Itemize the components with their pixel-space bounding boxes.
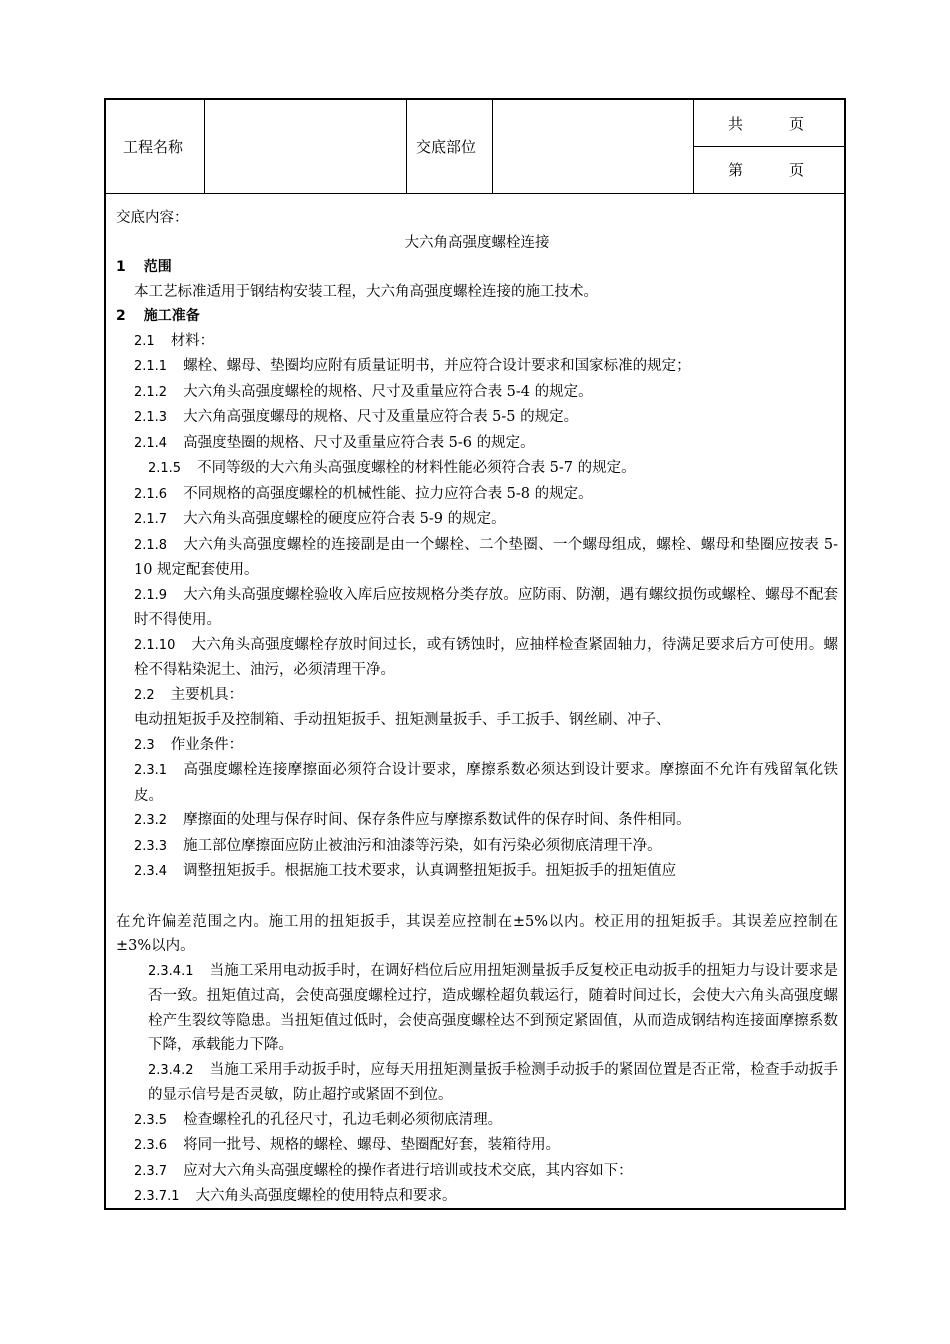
divider: [204, 100, 205, 193]
clause-text: 检查螺栓孔的孔径尺寸，孔边毛刺必须彻底清理。: [183, 1111, 503, 1128]
clause-number: 2.3.5: [134, 1112, 168, 1128]
clause: [116, 507, 838, 533]
clause-text: 作业条件：: [170, 736, 244, 753]
clause-number: 2.3.6: [134, 1138, 168, 1153]
total-label-b: 页: [789, 115, 805, 133]
disclosure-form: [104, 98, 846, 1210]
clause-text: 大六角头高强度螺栓验收入库后应按规格分类存放。应防雨、防潮，遇有螺纹损伤或螺栓、螺母不配套时不得使用。: [134, 586, 838, 628]
section-heading: [116, 255, 838, 280]
page-label-a: 第: [728, 161, 744, 179]
clause-number: 2.3.3: [134, 838, 168, 854]
clause-text: 大六角高强度螺母的规格、尺寸及重量应符合表 5-5 的规定。: [183, 409, 579, 425]
clause-text: 螺栓、螺母、垫圈均应附有质量证明书，并应符合设计要求和国家标准的规定；: [183, 358, 691, 374]
clause-number: 2.3.4.2: [148, 1062, 194, 1078]
clause-text: 将同一批号、规格的螺栓、螺母、垫圈配好套，装箱待用。: [183, 1137, 561, 1153]
clause: [116, 1159, 838, 1185]
divider: [693, 146, 844, 147]
blank-line: [116, 885, 838, 910]
clause-number: 2.1.7: [134, 512, 168, 527]
clause-text: 不同规格的高强度螺栓的机械性能、拉力应符合表 5-8 的规定。: [183, 485, 593, 502]
clause-text: 大六角头高强度螺栓的连接副是由一个螺栓、二个垫圈、一个螺母组成，螺栓、螺母和垫圈应按表 5-10 规定配套使用。: [134, 536, 838, 578]
clause-text: 施工部位摩擦面应防止被油污和油漆等污染，如有污染必须彻底清理干净。: [183, 837, 662, 854]
clause-text: 高强度垫圈的规格、尺寸及重量应符合表 5-6 的规定。: [183, 434, 535, 451]
section-heading: [116, 304, 838, 329]
content-label: 交底内容：: [116, 210, 189, 226]
total-label-a: 共: [728, 115, 744, 133]
clause-text: 大六角头高强度螺栓存放时间过长，或有锈蚀时，应抽样检查紧固轴力，待满足要求后方可使用。螺栓不得粘染泥土、油污，必须清理干净。: [134, 636, 838, 678]
clause: [116, 431, 838, 457]
clause: [116, 456, 838, 482]
section-title: 施工准备: [143, 308, 200, 324]
section-title: 范围: [143, 259, 172, 275]
clause-number: 2.1.10: [134, 637, 176, 653]
clause-text: 在允许偏差范围之内。施工用的扭矩扳手，其误差应控制在±5%以内。校正用的扭矩扳手。其误差应控制在±3%以内。: [116, 913, 838, 954]
section-number: 2: [116, 308, 126, 324]
clause-number: 2.1.4: [134, 435, 168, 451]
document-title: 大六角高强度螺栓连接: [404, 234, 550, 251]
clause-number: 2.3.2: [134, 813, 168, 828]
clause: [116, 910, 838, 959]
clause-text: 主要机具：: [170, 686, 244, 703]
clause-text: 本工艺标准适用于钢结构安装工程，大六角高强度螺栓连接的施工技术。: [134, 283, 598, 300]
clause: [116, 1108, 838, 1134]
clause: [116, 959, 838, 1058]
clause: [116, 533, 838, 583]
clause-number: 2.1.2: [134, 384, 168, 400]
clause-number: 2.3: [134, 737, 155, 753]
clause-number: 2.3.4.1: [148, 963, 194, 979]
clause-text: 大六角头高强度螺栓的硬度应符合表 5-9 的规定。: [183, 511, 506, 527]
project-name-label: 工程名称: [123, 138, 184, 156]
page-label-b: 页: [789, 161, 805, 179]
clause-number: 2.3.4: [134, 864, 168, 879]
clause: [116, 808, 838, 834]
clause-text: 当施工采用电动扳手时，在调好档位后应用扭矩测量扳手反复校正电动扳手的扭矩力与设计要求是否一致。扭矩值过高，会使高强度螺栓过拧，造成螺栓超负载运行，随着时间过长，会使大六角头高强度螺栓产生裂纹等隐患。当扭矩值过低时，会使高强度螺栓达不到预定紧固值，从而造成钢结构连接面摩擦系数下降，承载能力下降。: [148, 962, 838, 1053]
clause: [116, 633, 838, 683]
content-body: [116, 206, 838, 1210]
total-pages: [728, 114, 804, 134]
location-label: 交底部位: [416, 138, 477, 156]
clause: [116, 354, 838, 380]
clause: [116, 482, 838, 508]
clause-number: 2.1.9: [134, 587, 168, 603]
clause: [116, 280, 838, 305]
clause: [116, 834, 838, 860]
clause-text: 应对大六角头高强度螺栓的操作者进行培训或技术交底，其内容如下：: [183, 1162, 633, 1179]
clause-number: 2.1.8: [134, 537, 168, 553]
clause: [116, 329, 838, 355]
section-number: 1: [116, 259, 126, 275]
clause-number: 2.3.7.1: [134, 1189, 180, 1204]
clause: [116, 380, 838, 406]
clause: [116, 733, 838, 759]
clause-text: 高强度螺栓连接摩擦面必须符合设计要求，摩擦系数必须达到设计要求。摩擦面不允许有残留氧化铁皮。: [134, 762, 838, 804]
clause: [116, 405, 838, 431]
clause-text: 不同等级的大六角头高强度螺栓的材料性能必须符合表 5-7 的规定。: [197, 460, 636, 476]
clause-text: 摩擦面的处理与保存时间、保存条件应与摩擦系数试件的保存时间、条件相同。: [183, 812, 691, 828]
clause: [116, 708, 838, 733]
clause-number: 2.1: [134, 333, 155, 349]
divider: [406, 100, 407, 193]
clause-number: 2.1.5: [148, 461, 182, 476]
clause: [116, 859, 838, 885]
clause-text: 电动扭矩扳手及控制箱、手动扭矩扳手、扭矩测量扳手、手工扳手、钢丝刷、冲子、: [134, 712, 671, 728]
clause-text: 材料：: [170, 332, 215, 349]
clause-text: 大六角头高强度螺栓的规格、尺寸及重量应符合表 5-4 的规定。: [183, 383, 593, 400]
clause-number: 2.2: [134, 687, 155, 703]
clause-number: 2.1.1: [134, 359, 168, 374]
page-number: [728, 160, 804, 180]
clause-text: 当施工采用手动扳手时，应每天用扭矩测量扳手检测手动扳手的紧固位置是否正常，检查手动扳手的显示信号是否灵敏，防止超拧或紧固不到位。: [148, 1061, 838, 1103]
clause-text: 调整扭矩扳手。根据施工技术要求，认真调整扭矩扳手。扭矩扳手的扭矩值应: [183, 863, 677, 879]
clause: [116, 1058, 838, 1108]
clause-number: 2.3.7: [134, 1163, 168, 1179]
form-header: [106, 100, 844, 194]
clause-number: 2.1.6: [134, 486, 168, 502]
clause: [116, 1133, 838, 1159]
clause: [116, 758, 838, 808]
divider: [492, 100, 493, 193]
clause: [116, 1184, 838, 1210]
clause-number: 2.3.1: [134, 763, 168, 778]
clause: [116, 683, 838, 709]
clause-number: 2.1.3: [134, 410, 168, 425]
clause-text: 大六角头高强度螺栓的使用特点和要求。: [195, 1188, 457, 1204]
clause: [116, 583, 838, 633]
